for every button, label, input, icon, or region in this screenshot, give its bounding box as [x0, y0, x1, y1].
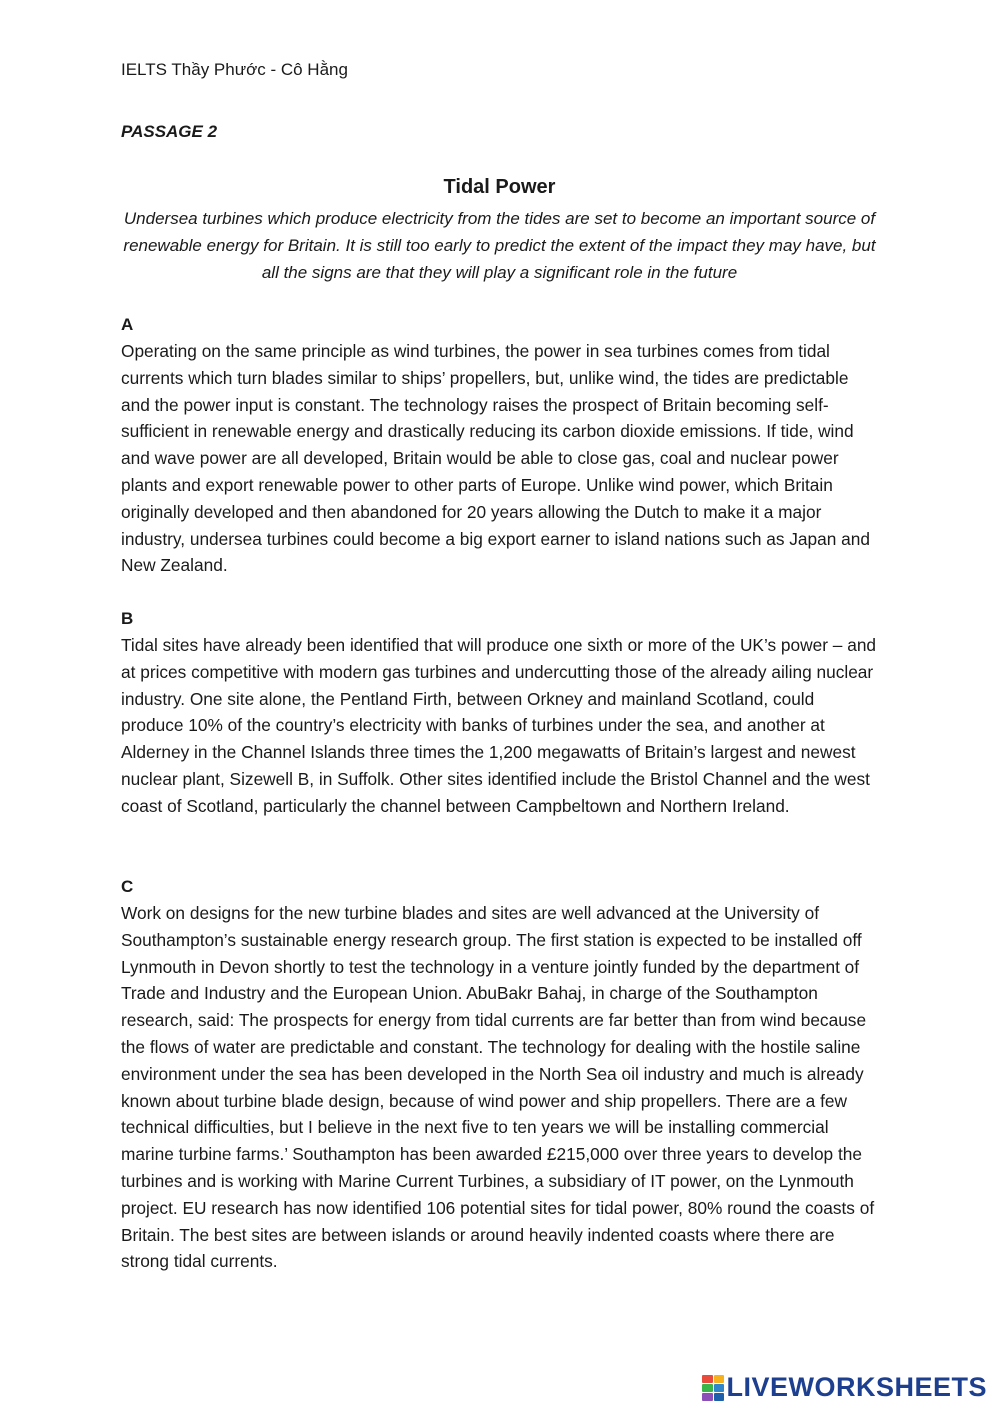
section-c-text: Work on designs for the new turbine blades and sites are well advanced at the University of Southampton’s sustainable energy research group. The first station is expected to be installed off Lynmouth in Devon shortly to test the technology in a venture jointly funded by the department of Trade and Industry and the European Union. AbuBakr Bahaj, in charge of the Southampton research, said: The prospects for energy from tidal currents are far better than from wind because the flows of water are predictable and constant. The technology for dealing with the hostile saline environment under the sea has been developed in the North Sea oil industry and much is already known about turbine blade design, because of wind power and ship propellers. There are a few technical difficulties, but I believe in the next five to ten years we will be installing commercial marine turbine farms.’ Southampton has been awarded £215,000 over three years to develop the turbines and is working with Marine Current Turbines, a subsidiary of IT power, on the Lynmouth project. EU research has now identified 106 potential sites for tidal power, 80% round the coasts of Britain. The best sites are between islands or around heavily indented coasts where there are strong tidal currents.: [121, 903, 875, 1272]
section-a-letter: A: [121, 315, 134, 334]
article-title: Tidal Power: [443, 176, 556, 198]
section-c: [121, 873, 881, 1275]
liveworksheets-logo-icon: [702, 1375, 724, 1401]
section-b-text: Tidal sites have already been identified that will produce one sixth or more of the UK’s power – and at prices competitive with modern gas turbines and undercutting those of the already ailing nuclear industry. One site alone, the Pentland Firth, between Orkney and mainland Scotland, could produce 10% of the country’s electricity with banks of turbines under the sea, and another at Alderney in the Channel Islands three times the 1,200 megawatts of Britain’s largest and newest nuclear plant, Sizewell B, in Suffolk. Other sites identified include the Bristol Channel and the west coast of Scotland, particularly the channel between Campbeltown and Northern Ireland.: [121, 635, 877, 816]
section-c-letter: C: [121, 877, 134, 896]
section-b-letter: B: [121, 609, 134, 628]
liveworksheets-logo[interactable]: [702, 1372, 987, 1403]
liveworksheets-logo-text: LIVEWORKSHEETS: [726, 1372, 987, 1402]
section-a-text: Operating on the same principle as wind turbines, the power in sea turbines comes from tidal currents which turn blades similar to ships’ propellers, but, unlike wind, the tides are predictable and the power input is constant. The technology raises the prospect of Britain becoming self-sufficient in renewable energy and drastically reducing its carbon dioxide emissions. If tide, wind and wave power are all developed, Britain would be able to close gas, coal and nuclear power plants and export renewable power to other parts of Europe. Unlike wind power, which Britain originally developed and then abandoned for 20 years allowing the Dutch to make it a major industry, undersea turbines could become a big export earner to island nations such as Japan and New Zealand.: [121, 341, 870, 576]
page-header-author: IELTS Thầy Phước - Cô Hằng: [121, 60, 348, 79]
section-a: [121, 311, 881, 579]
article-subtitle: Undersea turbines which produce electricity from the tides are set to become an important source of renewable energy for Britain. It is still too early to predict the extent of the impact they may have, but all the signs are that they will play a significant role in the future: [123, 209, 876, 282]
passage-label: PASSAGE 2: [121, 122, 218, 141]
section-b: [121, 605, 881, 820]
